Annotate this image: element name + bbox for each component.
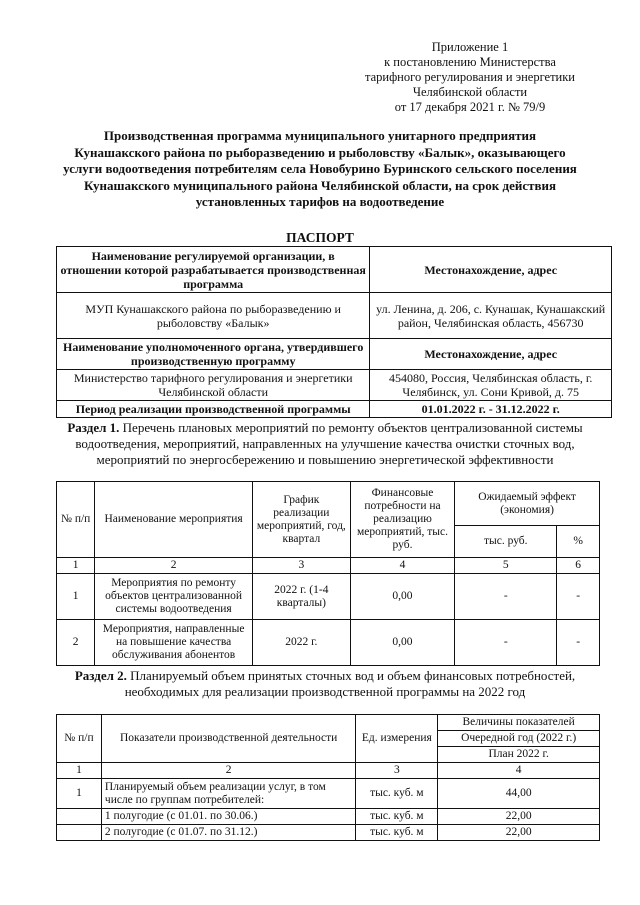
row-schedule: 2022 г. (1-4 кварталы) [252,574,350,620]
appendix-line: Челябинской области [412,85,528,99]
s1-colnum: 3 [252,558,350,574]
section1-table [56,481,600,666]
passport-org-header: Наименование регулируемой организации, в отношении которой разрабатывается производственная программа [57,247,370,293]
row-schedule: 2022 г. [252,620,350,666]
row-num: 2 [57,620,95,666]
org-name: МУП Кунашакского района по рыборазведению и рыболовству «Балык» [57,293,370,339]
row-finance: 0,00 [350,620,454,666]
s1-colnum: 5 [455,558,557,574]
s2-header-indicator: Показатели производственной деятельности [101,715,355,763]
section1-text: Перечень плановых мероприятий по ремонту объектов централизованной системы водоотведения, мероприятий, направленных на улучшение качества очистки сточных вод, мероприятий по энергосбережению и повышению энергетической эффективности [75,420,583,467]
row-indicator: 1 полугодие (с 01.01. по 30.06.) [101,809,355,825]
s1-colnum: 4 [350,558,454,574]
section2-table [56,714,600,841]
table-row [57,574,600,620]
passport-address-header: Местонахождение, адрес [370,247,612,293]
appendix-line: к постановлению Министерства [384,55,556,69]
s1-colnum: 1 [57,558,95,574]
table-row [57,779,600,809]
table-row [57,809,600,825]
s1-header-schedule: График реализации мероприятий, год, квартал [252,482,350,558]
row-pct: - [557,574,600,620]
appendix-line: от 17 декабря 2021 г. № 79/9 [394,100,546,114]
row-num: 1 [57,779,102,809]
passport-table [56,246,612,418]
s1-header-finance: Финансовые потребности на реализацию мероприятий, тыс. руб. [350,482,454,558]
row-unit: тыс. куб. м [356,809,438,825]
row-finance: 0,00 [350,574,454,620]
s2-header-num: № п/п [57,715,102,763]
section2-heading [60,668,590,700]
s1-colnum: 2 [95,558,253,574]
table-row [57,620,600,666]
s2-header-unit: Ед. измерения [356,715,438,763]
row-rub: - [455,620,557,666]
document-title: Производственная программа муниципального унитарного предприятия Кунашакского района по рыборазведению и рыболовству «Балык», оказывающего услуги водоотведения потребителям села Новобурино Буринского сельского поселения Кунашакского муниципального района Челябинской области, на срок действия установленных тарифов на водоотведение [63,128,577,209]
row-value: 22,00 [438,825,600,841]
appendix-line: Приложение 1 [431,40,509,54]
s1-header-effect-rub: тыс. руб. [455,526,557,558]
table-row [57,825,600,841]
s2-colnum: 4 [438,763,600,779]
period-value: 01.01.2022 г. - 31.12.2022 г. [370,401,612,418]
row-pct: - [557,620,600,666]
s1-colnum: 6 [557,558,600,574]
org-address: ул. Ленина, д. 206, с. Кунашак, Кунашакский район, Челябинская область, 456730 [370,293,612,339]
s2-colnum: 2 [101,763,355,779]
s1-header-effect-pct: % [557,526,600,558]
row-unit: тыс. куб. м [356,779,438,809]
row-indicator: 2 полугодие (с 01.07. по 31.12.) [101,825,355,841]
row-value: 44,00 [438,779,600,809]
s2-header-values: Величины показателей [438,715,600,731]
row-num [57,809,102,825]
passport-heading: ПАСПОРТ [286,230,354,245]
passport-authority-address-header: Местонахождение, адрес [370,339,612,370]
authority-name: Министерство тарифного регулирования и энергетики Челябинской области [57,370,370,401]
row-rub: - [455,574,557,620]
s1-header-effect: Ожидаемый эффект (экономия) [455,482,600,526]
row-num [57,825,102,841]
section1-label: Раздел 1. [67,420,120,435]
passport-authority-header: Наименование уполномоченного органа, утвердившего производственную программу [57,339,370,370]
s1-header-num: № п/п [57,482,95,558]
s2-header-plan: План 2022 г. [438,747,600,763]
row-value: 22,00 [438,809,600,825]
row-name: Мероприятия, направленные на повышение качества обслуживания абонентов [95,620,253,666]
row-unit: тыс. куб. м [356,825,438,841]
section1-heading [60,420,590,468]
appendix-note [330,40,610,115]
row-indicator: Планируемый объем реализации услуг, в том числе по группам потребителей: [101,779,355,809]
s2-colnum: 3 [356,763,438,779]
authority-address: 454080, Россия, Челябинская область, г. Челябинск, ул. Сони Кривой, д. 75 [370,370,612,401]
section2-label: Раздел 2. [74,668,127,683]
s2-header-next-year: Очередной год (2022 г.) [438,731,600,747]
period-label: Период реализации производственной программы [57,401,370,418]
s2-colnum: 1 [57,763,102,779]
row-num: 1 [57,574,95,620]
section2-text: Планируемый объем принятых сточных вод и объем финансовых потребностей, необходимых для реализации производственной программы на 2022 год [124,668,576,699]
s1-header-name: Наименование мероприятия [95,482,253,558]
row-name: Мероприятия по ремонту объектов централизованной системы водоотведения [95,574,253,620]
appendix-line: тарифного регулирования и энергетики [364,70,576,84]
